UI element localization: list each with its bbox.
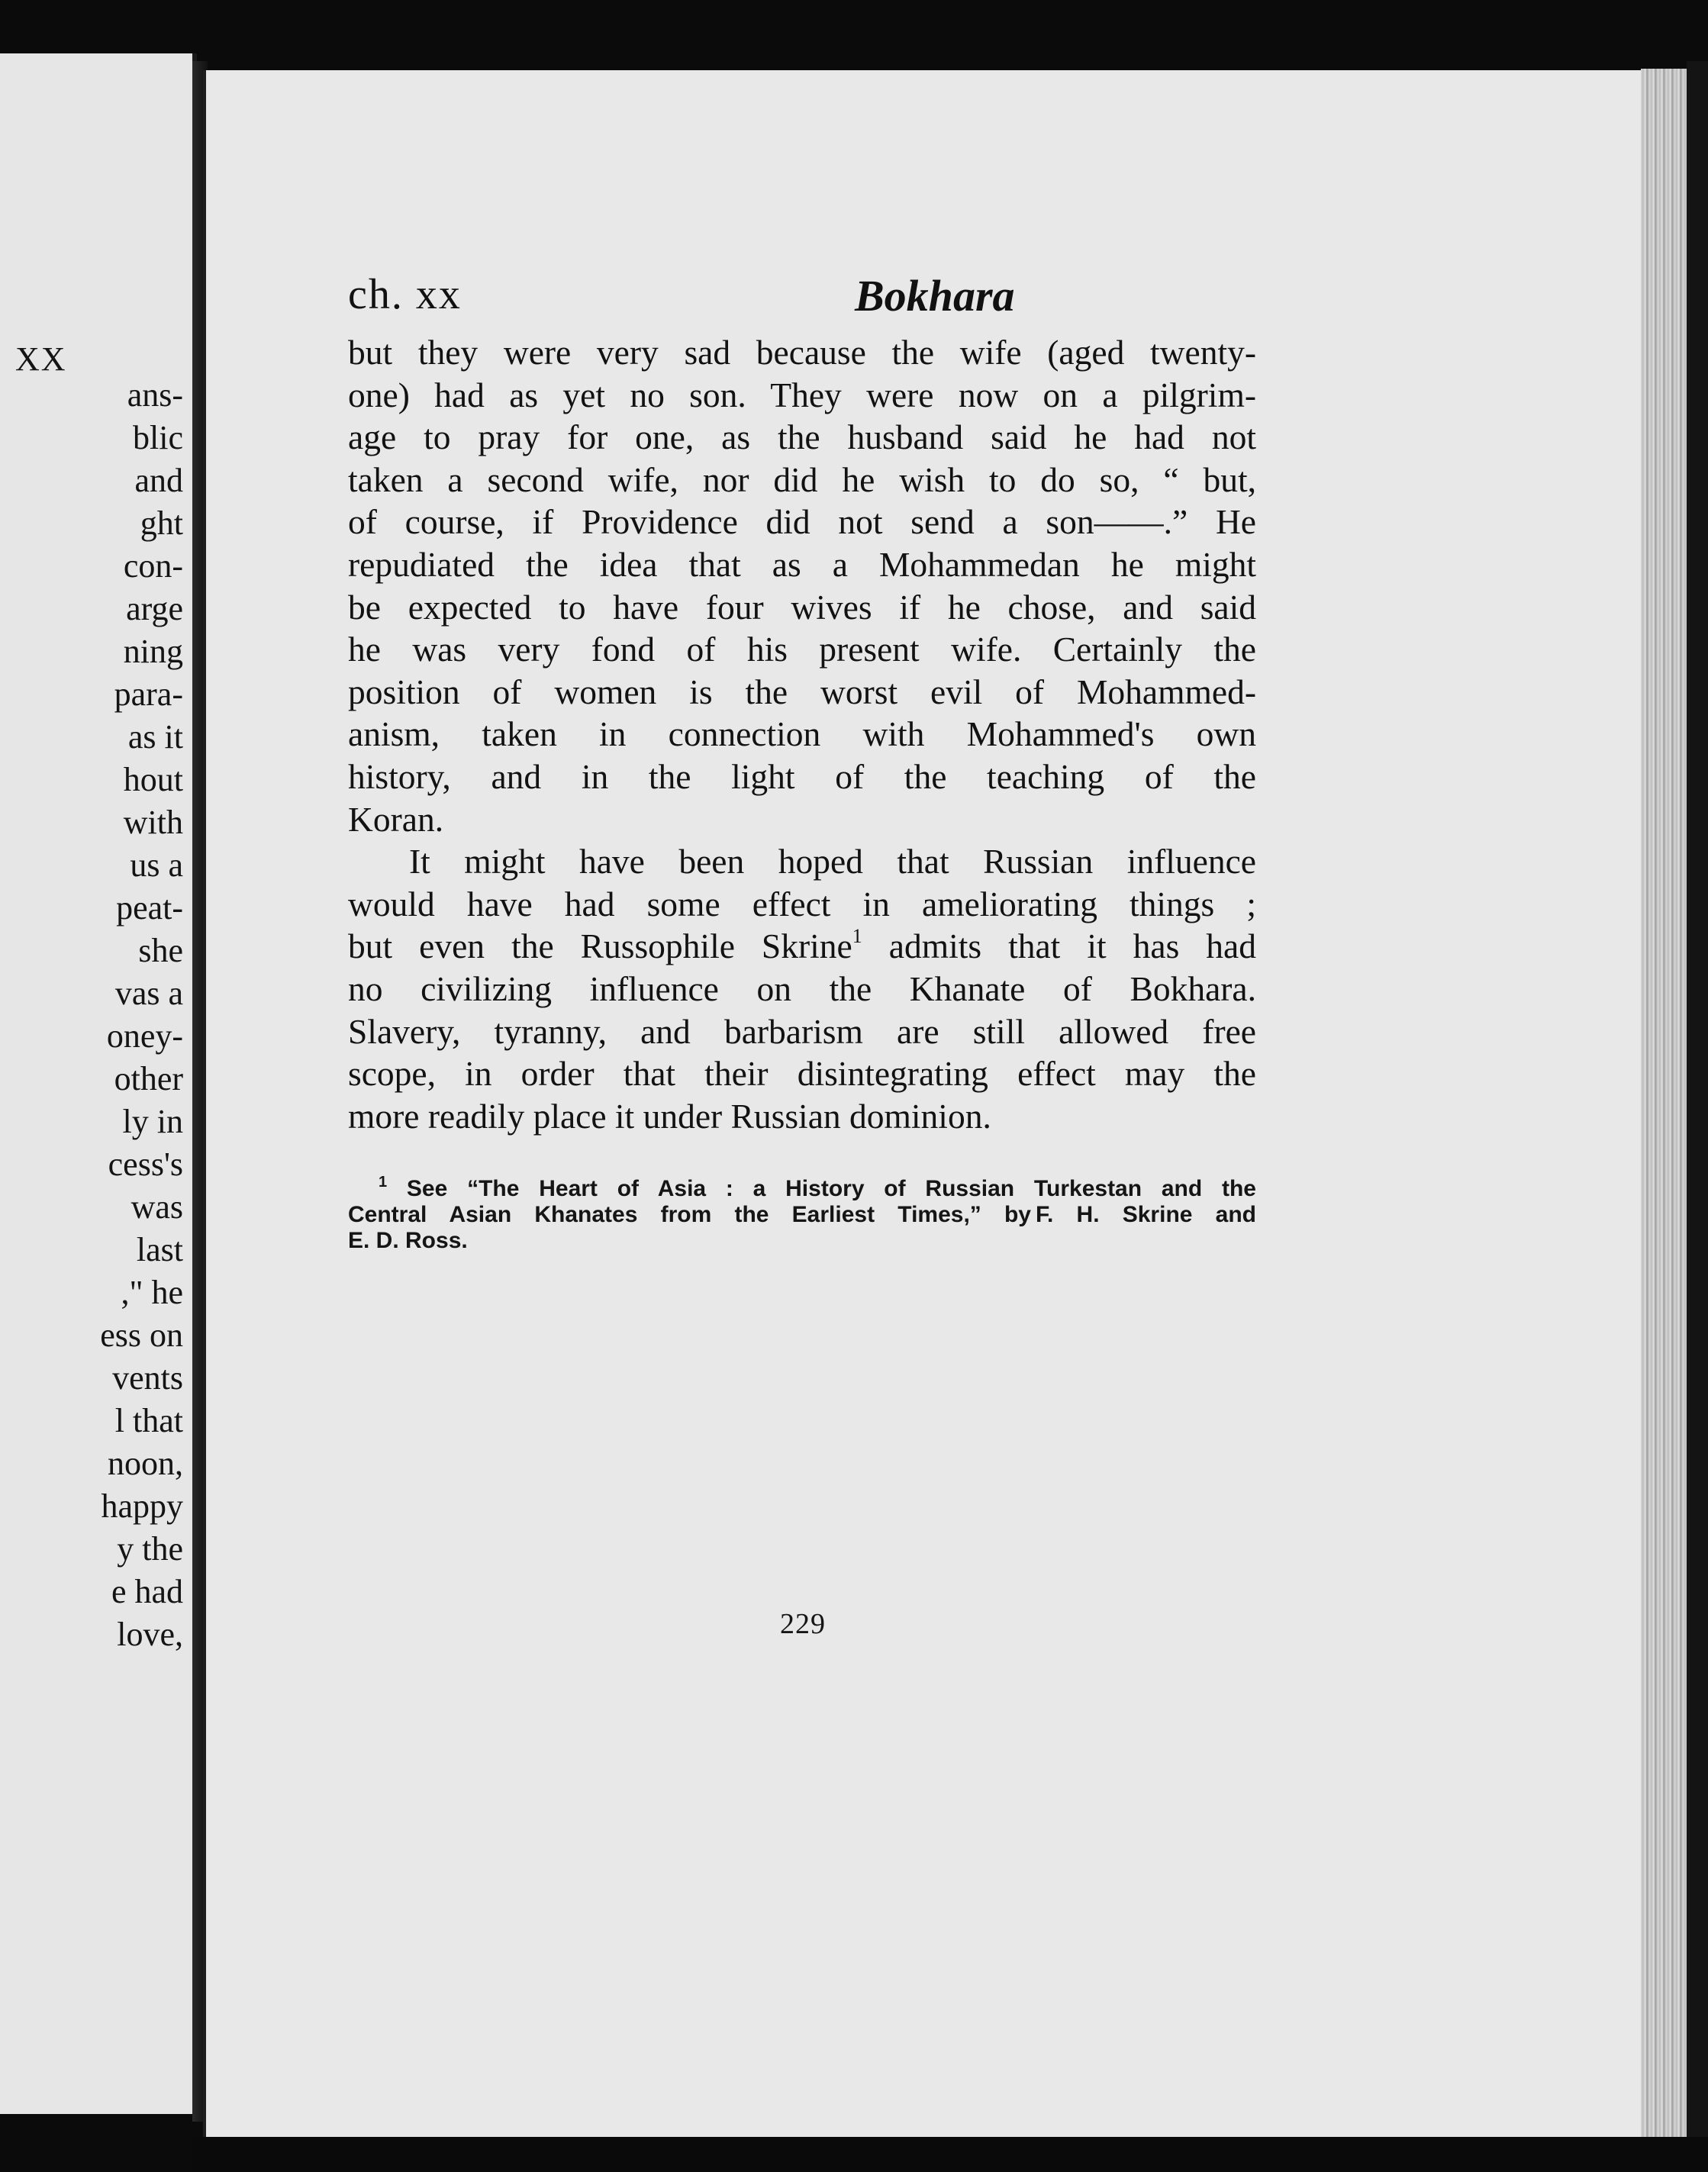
page-number: 229 [780, 1608, 826, 1640]
bottom-shadow [191, 2137, 1708, 2172]
previous-page-line: para- [114, 675, 183, 713]
text-line: Slavery, tyranny, and barbarism are still allowed free [348, 1011, 1256, 1051]
previous-page-line: arge [126, 590, 183, 627]
previous-page-line: y the [117, 1530, 183, 1568]
previous-page-line: happy [101, 1487, 183, 1525]
text-line: Koran. [348, 799, 444, 839]
previous-page-line: other [114, 1060, 183, 1097]
running-title: Bokhara [855, 271, 1015, 321]
text-line: taken a second wife, nor did he wish to do so, “ but, [348, 459, 1256, 499]
previous-page-line: ning [123, 633, 183, 670]
running-head [348, 270, 1462, 331]
previous-page-line: con- [123, 547, 183, 585]
text-line: It might have been hoped that Russian influence [409, 842, 1256, 881]
text-line: repudiated the idea that as a Mohammedan he might [348, 544, 1256, 584]
previous-page-line: love, [117, 1616, 183, 1653]
previous-page-line: was [131, 1188, 183, 1226]
text-line: be expected to have four wives if he chose, and said [348, 587, 1256, 627]
footnote-line: E. D. Ross. [348, 1228, 468, 1253]
previous-page [0, 53, 197, 2114]
text-fragment: admits that it has had [862, 926, 1257, 966]
text-line: would have had some effect in ameliorating things ; [348, 884, 1256, 923]
text-line: but they were very sad because the wife (aged twenty- [348, 333, 1256, 372]
previous-page-line: last [136, 1231, 183, 1268]
previous-page-line: blic [133, 419, 183, 456]
footnote-marker: 1 [379, 1174, 388, 1191]
previous-page-line: ," he [121, 1274, 183, 1311]
previous-page-line: ght [140, 504, 183, 542]
body-text [348, 331, 1256, 1137]
previous-page-line: peat- [116, 889, 183, 926]
previous-page-line: noon, [108, 1445, 183, 1482]
previous-page-line: ans- [127, 376, 183, 414]
previous-page-line: ess on [100, 1316, 183, 1354]
previous-page-line: oney- [106, 1017, 183, 1055]
previous-page-line: and [134, 462, 183, 499]
footnote-reference[interactable]: 1 [852, 925, 862, 948]
text-fragment: but even the Russophile Skrine [348, 926, 852, 966]
footnote-line: Central Asian Khanates from the Earliest Times,” by F. H. Skrine and [348, 1202, 1256, 1227]
previous-page-line: cess's [108, 1146, 183, 1183]
text-line: history, and in the light of the teaching of the [348, 756, 1256, 796]
previous-page-line: us a [130, 846, 183, 884]
current-page [203, 70, 1644, 2146]
text-line: no civilizing influence on the Khanate of Bokhara. [348, 968, 1256, 1008]
chapter-label: ch. xx [348, 271, 462, 318]
previous-page-line: she [138, 932, 183, 969]
text-line: more readily place it under Russian dominion. [348, 1096, 991, 1136]
previous-page-header: XX [15, 340, 67, 378]
text-line: he was very fond of his present wife. Certainly the [348, 630, 1256, 669]
footnote [348, 1176, 1256, 1254]
previous-page-line: ly in [122, 1103, 183, 1140]
text-line: age to pray for one, as the husband said he had not [348, 417, 1256, 457]
text-line: one) had as yet no son. They were now on a pilgrim- [348, 375, 1256, 414]
text-line-with-footnote-ref [348, 925, 1256, 968]
previous-page-line: as it [127, 718, 183, 756]
footnote-text: See “The Heart of Asia : a History of Russian Turkestan and the [387, 1176, 1256, 1201]
footnote-line [348, 1176, 1256, 1202]
text-line: position of women is the worst evil of Mohammed- [348, 672, 1256, 711]
text-line: anism, taken in connection with Mohammed's own [348, 714, 1256, 754]
previous-page-line: l that [114, 1402, 183, 1439]
previous-page-line: hout [123, 761, 183, 798]
previous-page-line: vas a [114, 975, 183, 1012]
previous-page-line: with [123, 804, 183, 841]
text-line: of course, if Providence did not send a son——.” He [348, 502, 1256, 542]
text-line: scope, in order that their disintegrating effect may the [348, 1054, 1256, 1094]
edge-shadow [1687, 61, 1708, 2160]
previous-page-line: e had [111, 1573, 183, 1610]
previous-page-line: vents [112, 1359, 183, 1397]
